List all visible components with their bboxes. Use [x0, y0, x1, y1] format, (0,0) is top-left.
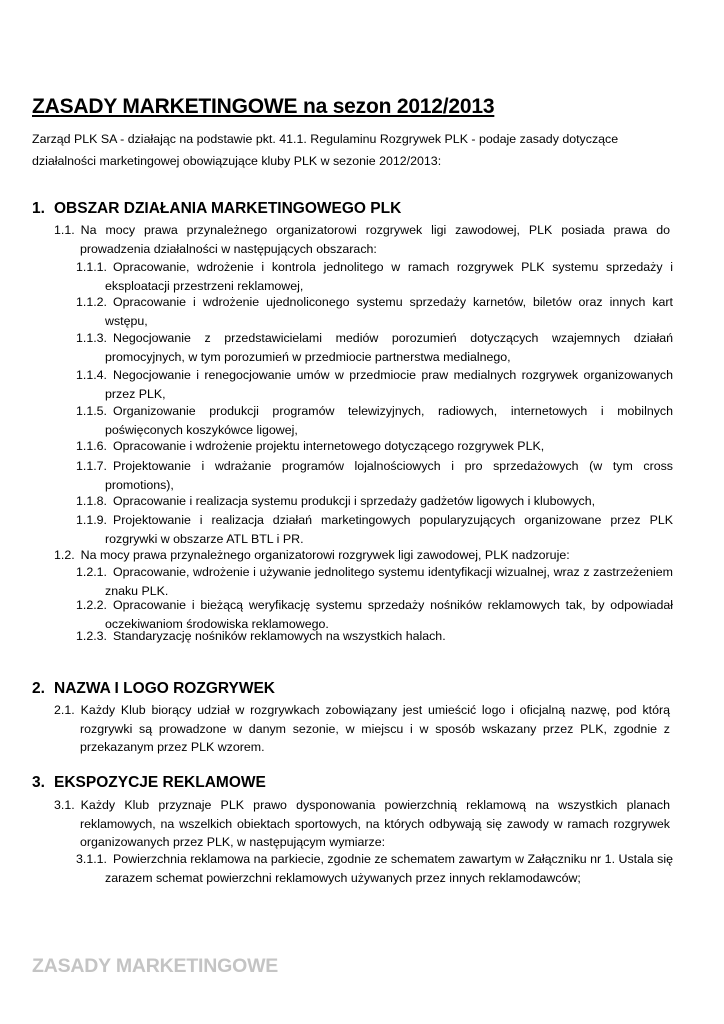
item-number: 1.1.3. — [76, 331, 108, 345]
list-item — [76, 329, 673, 366]
item-number: 1.2.1. — [76, 565, 108, 579]
item-number: 1.1.2. — [76, 295, 108, 309]
section-heading — [32, 680, 275, 698]
item-number: 1.1.4. — [76, 368, 108, 382]
item-text: Opracowanie i wdrożenie projektu internetowego dotyczącego rozgrywek PLK, — [113, 439, 545, 453]
list-item — [76, 437, 673, 456]
item-number: 1.1.5. — [76, 404, 108, 418]
section-title: OBSZAR DZIAŁANIA MARKETINGOWEGO PLK — [54, 200, 402, 217]
list-item — [76, 511, 673, 548]
item-text: Na mocy prawa przynależnego organizatorowi rozgrywek ligi zawodowej, PLK nadzoruje: — [80, 548, 570, 562]
item-text: Powierzchnia reklamowa na parkiecie, zgodnie ze schematem zawartym w Załączniku nr 1. Ustala się zarazem schemat powierzchni reklamowych używanych przez innych reklamodawców; — [105, 852, 673, 885]
list-item — [54, 546, 670, 565]
page-footer: ZASADY MARKETINGOWE — [32, 955, 279, 977]
list-item — [76, 492, 673, 511]
item-number: 1.2.3. — [76, 629, 108, 643]
item-number: 1.1. — [54, 223, 75, 237]
list-item — [54, 796, 670, 852]
item-number: 3.1. — [54, 798, 75, 812]
list-item — [76, 563, 673, 600]
document-title: ZASADY MARKETINGOWE na sezon 2012/2013 — [32, 95, 495, 118]
item-text: Organizowanie produkcji programów telewizyjnych, radiowych, internetowych i mobilnych poświęconych koszykówce ligowej, — [105, 404, 673, 437]
list-item — [76, 258, 673, 295]
item-text: Opracowanie i bieżącą weryfikację systemu sprzedaży nośników reklamowych tak, by odpowiadał oczekiwaniom środowiska reklamowego. — [105, 598, 673, 631]
item-text: Każdy Klub przyznaje PLK prawo dysponowania powierzchnią reklamową na wszystkich planach reklamowych, na wszelkich obiektach sportowych, na których odbywają się zawody w ramach rozgrywek organizowanych przez PLK, w następującym wymiarze: — [80, 798, 670, 849]
item-number: 1.1.6. — [76, 439, 108, 453]
item-text: Negocjowanie z przedstawicielami mediów porozumień dotyczących wzajemnych działań promocyjnych, w tym porozumień w przedmiocie partnerstwa medialnego, — [105, 331, 673, 364]
item-text: Negocjowanie i renegocjowanie umów w przedmiocie praw medialnych rozgrywek organizowanych przez PLK, — [105, 368, 673, 401]
section-heading — [32, 774, 266, 792]
item-number: 1.1.9. — [76, 513, 108, 527]
item-text: Na mocy prawa przynależnego organizatorowi rozgrywek ligi zawodowej, PLK posiada prawa do prowadzenia działalności w następujących obszarach: — [80, 223, 670, 256]
item-text: Projektowanie i wdrażanie programów lojalnościowych i pro sprzedażowych (w tym cross promotions), — [105, 459, 673, 492]
list-item — [54, 701, 670, 757]
item-text: Projektowanie i realizacja działań marketingowych popularyzujących organizowane przez PLK rozgrywki w obszarze ATL BTL i PR. — [105, 513, 673, 546]
item-number: 1.1.7. — [76, 459, 108, 473]
list-item — [76, 293, 673, 330]
intro-paragraph: Zarząd PLK SA - działając na podstawie pkt. 41.1. Regulaminu Rozgrywek PLK - podaje zasady dotyczące działalności marketingowej obowiązujące kluby PLK w sezonie 2012/2013: — [32, 132, 619, 168]
item-text: Opracowanie, wdrożenie i kontrola jednolitego w ramach rozgrywek PLK systemu sprzedaży i eksploatacji przestrzeni reklamowej, — [105, 260, 673, 293]
item-text: Każdy Klub biorący udział w rozgrywkach zobowiązany jest umieścić logo i oficjalną nazwę, pod którą rozgrywki są prowadzone w danym sezonie, w miejscu i w sposób wskazany przez PLK, zgodnie z przekazanym przez PLK wzorem. — [80, 703, 670, 754]
item-text: Standaryzację nośników reklamowych na wszystkich halach. — [113, 629, 446, 643]
item-number: 1.1.1. — [76, 260, 108, 274]
item-text: Opracowanie i realizacja systemu produkcji i sprzedaży gadżetów ligowych i klubowych, — [113, 494, 596, 508]
item-number: 1.2.2. — [76, 598, 108, 612]
item-text: Opracowanie, wdrożenie i używanie jednolitego systemu identyfikacji wizualnej, wraz z zastrzeżeniem znaku PLK. — [105, 565, 673, 598]
section-heading — [32, 200, 401, 218]
item-number: 3.1.1. — [76, 852, 108, 866]
list-item — [76, 402, 673, 439]
item-number: 1.1.8. — [76, 494, 108, 508]
section-title: EKSPOZYCJE REKLAMOWE — [54, 774, 266, 791]
list-item — [54, 221, 670, 258]
list-item — [76, 627, 673, 646]
item-number: 2.1. — [54, 703, 75, 717]
item-number: 1.2. — [54, 548, 75, 562]
list-item — [76, 366, 673, 403]
item-text: Opracowanie i wdrożenie ujednoliconego systemu sprzedaży karnetów, biletów oraz innych kart wstępu, — [105, 295, 673, 328]
section-title: NAZWA I LOGO ROZGRYWEK — [54, 680, 276, 697]
list-item — [76, 457, 673, 494]
list-item — [76, 850, 673, 887]
section-number: 2. — [32, 680, 45, 697]
section-number: 1. — [32, 200, 45, 217]
section-number: 3. — [32, 774, 45, 791]
